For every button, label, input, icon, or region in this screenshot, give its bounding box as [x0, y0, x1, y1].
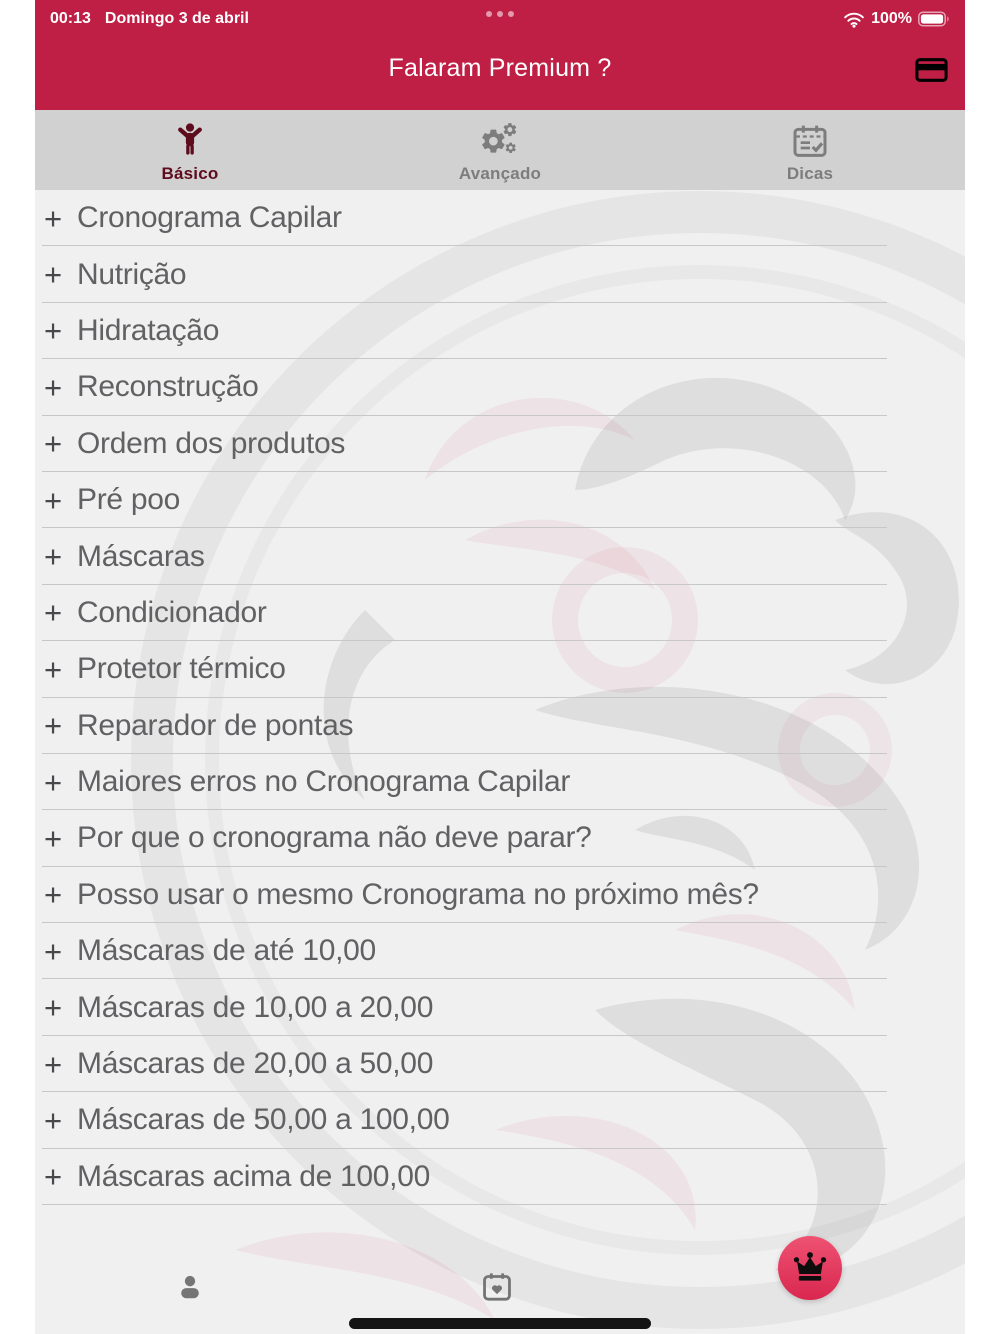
tab-avancado[interactable] — [345, 110, 655, 190]
status-left — [50, 10, 249, 28]
expand-plus-icon: + — [44, 877, 63, 913]
list-item[interactable] — [35, 867, 965, 923]
list-item-label: Hidratação — [77, 313, 220, 347]
expand-plus-icon: + — [44, 595, 63, 631]
app-screen — [35, 0, 965, 1334]
expand-plus-icon: + — [44, 764, 63, 800]
list-item[interactable] — [35, 359, 965, 415]
content-area — [35, 190, 965, 1334]
list-item[interactable] — [35, 810, 965, 866]
subscription-card-button[interactable] — [911, 52, 951, 88]
list-item-label: Máscaras de 20,00 a 50,00 — [77, 1047, 434, 1081]
clock: 00:13 — [50, 10, 91, 27]
list-item[interactable] — [35, 1036, 965, 1092]
page-title: Falaram Premium ? — [388, 54, 612, 82]
calendar-check-icon — [790, 121, 830, 161]
list-item-label: Máscaras de 50,00 a 100,00 — [77, 1103, 450, 1137]
list-item-label: Pré poo — [77, 483, 180, 517]
premium-crown-button[interactable] — [778, 1236, 842, 1300]
faq-list — [35, 190, 965, 1205]
header-title-row — [35, 30, 965, 110]
expand-plus-icon: + — [44, 990, 63, 1026]
header — [35, 0, 965, 110]
status-right — [843, 10, 950, 28]
list-item[interactable] — [35, 472, 965, 528]
list-item[interactable] — [35, 754, 965, 810]
home-indicator[interactable] — [349, 1318, 651, 1329]
list-item-label: Ordem dos produtos — [77, 426, 346, 460]
list-item-label: Máscaras acima de 100,00 — [77, 1159, 430, 1193]
battery-icon — [918, 11, 950, 27]
expand-plus-icon: + — [44, 313, 63, 349]
expand-plus-icon: + — [44, 1159, 63, 1195]
tab-label-dicas: Dicas — [786, 164, 834, 183]
list-item-label: Máscaras de até 10,00 — [77, 934, 376, 968]
list-item[interactable] — [35, 1149, 965, 1205]
credit-card-icon — [915, 56, 948, 84]
list-item[interactable] — [35, 190, 965, 246]
list-item-label: Protetor térmico — [77, 652, 286, 686]
expand-plus-icon: + — [44, 539, 63, 575]
expand-plus-icon: + — [44, 1046, 63, 1082]
list-item-label: Maiores erros no Cronograma Capilar — [77, 765, 571, 799]
divider — [42, 1204, 887, 1205]
list-item[interactable] — [35, 641, 965, 697]
list-item[interactable] — [35, 528, 965, 584]
expand-plus-icon: + — [44, 482, 63, 518]
list-item-label: Reparador de pontas — [77, 708, 354, 742]
list-item[interactable] — [35, 1092, 965, 1148]
profile-nav-button[interactable] — [170, 1270, 210, 1306]
expand-plus-icon: + — [44, 933, 63, 969]
gears-icon — [479, 121, 521, 161]
tab-dicas[interactable] — [655, 110, 965, 190]
list-item-label: Cronograma Capilar — [77, 201, 342, 235]
status-bar — [35, 0, 965, 30]
list-item-label: Condicionador — [77, 595, 267, 629]
expand-plus-icon: + — [44, 369, 63, 405]
wifi-icon — [843, 11, 865, 28]
expand-plus-icon: + — [44, 426, 63, 462]
tab-bar — [35, 110, 965, 190]
multitask-dots-icon — [486, 11, 514, 17]
list-item-label: Máscaras — [77, 539, 205, 573]
list-item[interactable] — [35, 303, 965, 359]
tab-label-avancado: Avançado — [458, 164, 542, 183]
list-item[interactable] — [35, 585, 965, 641]
expand-plus-icon: + — [44, 708, 63, 744]
person-arms-up-icon — [171, 121, 209, 161]
expand-plus-icon: + — [44, 651, 63, 687]
list-item[interactable] — [35, 979, 965, 1035]
battery-percent: 100% — [871, 10, 912, 27]
list-item[interactable] — [35, 923, 965, 979]
list-item-label: Máscaras de 10,00 a 20,00 — [77, 990, 434, 1024]
crown-icon — [789, 1247, 831, 1289]
list-item[interactable] — [35, 416, 965, 472]
person-icon — [173, 1271, 207, 1303]
schedule-nav-button[interactable] — [477, 1270, 517, 1306]
calendar-heart-icon — [480, 1270, 514, 1304]
list-item[interactable] — [35, 698, 965, 754]
expand-plus-icon: + — [44, 257, 63, 293]
list-item-label: Reconstrução — [77, 370, 259, 404]
list-item-label: Posso usar o mesmo Cronograma no próximo mês? — [77, 877, 759, 911]
expand-plus-icon: + — [44, 200, 63, 236]
expand-plus-icon: + — [44, 1102, 63, 1138]
list-item[interactable] — [35, 246, 965, 302]
list-item-label: Nutrição — [77, 257, 187, 291]
status-date: Domingo 3 de abril — [104, 10, 249, 27]
tab-label-basico: Básico — [161, 164, 219, 183]
expand-plus-icon: + — [44, 820, 63, 856]
list-item-label: Por que o cronograma não deve parar? — [77, 821, 592, 855]
tab-basico[interactable] — [35, 110, 345, 190]
